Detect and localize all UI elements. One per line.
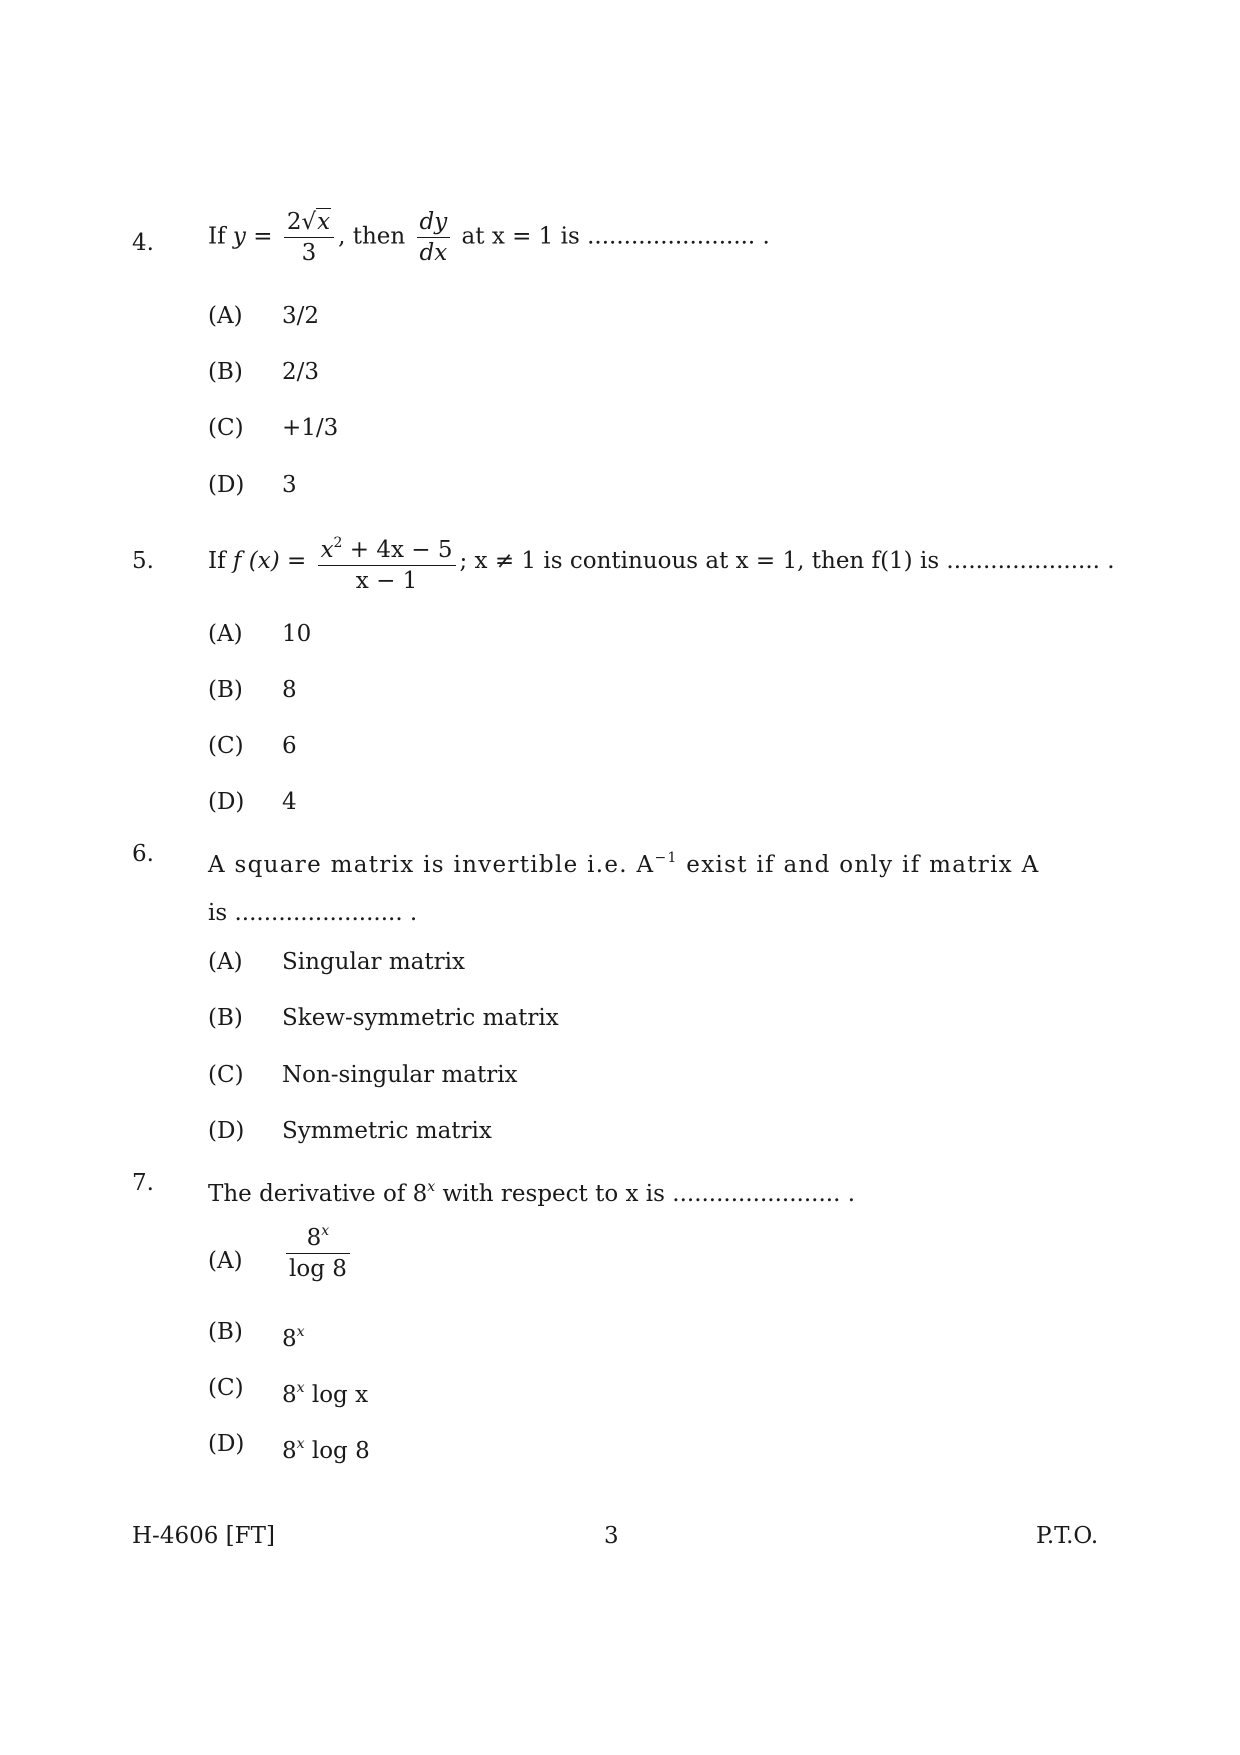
option-value: Singular matrix xyxy=(282,949,465,975)
option-label: (C) xyxy=(208,733,244,759)
q4-tail: at x = 1 is ....................... . xyxy=(461,223,770,250)
q7c-exp: x xyxy=(296,1380,305,1396)
option-value: 10 xyxy=(282,621,312,647)
option-value: +1/3 xyxy=(282,415,339,441)
question-7-text xyxy=(208,1170,855,1211)
option-label: (B) xyxy=(208,1319,243,1345)
q7c-base: 8 xyxy=(282,1382,297,1408)
q5-tail: ; x ≠ 1 is continuous at x = 1, then f(1) is ..................... . xyxy=(459,548,1115,574)
option-label: (C) xyxy=(208,1062,244,1088)
question-number: 4. xyxy=(132,230,154,256)
option-value: 2/3 xyxy=(282,359,320,385)
q6-line-1 xyxy=(208,841,1112,882)
option-value: 8 xyxy=(282,677,297,703)
q4-dx: dx xyxy=(419,240,448,266)
option-value xyxy=(282,1371,368,1412)
q7b-base: 8 xyxy=(282,1326,297,1352)
q5-num-x: x xyxy=(320,537,334,563)
q7-text-sup: x xyxy=(427,1179,436,1195)
option-value: Symmetric matrix xyxy=(282,1118,492,1144)
q7b-exp: x xyxy=(296,1324,305,1340)
q7a-fraction xyxy=(286,1216,350,1284)
option-label: (B) xyxy=(208,359,243,385)
q7a-base: 8 xyxy=(306,1225,322,1251)
q7-text-a: The derivative of 8 xyxy=(208,1181,428,1207)
option-value: 6 xyxy=(282,733,297,759)
option-value xyxy=(282,1315,305,1356)
option-label: (A) xyxy=(208,949,243,975)
q5-num-rest: + 4x − 5 xyxy=(342,537,453,563)
option-value: Non-singular matrix xyxy=(282,1062,518,1088)
q7d-base: 8 xyxy=(282,1438,297,1464)
option-label: (C) xyxy=(208,415,244,441)
q4-fraction-y: $\frac{2√x}{3}$ xyxy=(284,207,334,268)
option-label: (C) xyxy=(208,1375,244,1401)
q7a-den: log 8 xyxy=(289,1256,347,1282)
q4-dy: dy xyxy=(417,207,451,238)
q5-num-exp: 2 xyxy=(333,535,343,551)
option-value xyxy=(282,1427,370,1468)
q7c-rest: log x xyxy=(304,1382,369,1408)
page-number: 3 xyxy=(604,1523,619,1549)
option-value: 3/2 xyxy=(282,303,320,329)
q7d-exp: x xyxy=(296,1436,305,1452)
option-label: (A) xyxy=(208,621,243,647)
question-4-text xyxy=(208,207,770,268)
option-label: (D) xyxy=(208,472,245,498)
option-label: (A) xyxy=(208,303,243,329)
q6-inverse-sup: −1 xyxy=(654,850,678,866)
q6-line-2: is ....................... . xyxy=(208,900,418,926)
option-value xyxy=(282,1216,354,1284)
q5-if: If xyxy=(208,548,226,574)
question-number: 6. xyxy=(132,841,154,867)
q4-y-eq: y = xyxy=(232,223,273,250)
option-label: (D) xyxy=(208,1118,245,1144)
question-5-text xyxy=(208,528,1115,596)
question-number: 5. xyxy=(132,548,154,574)
q5-fraction xyxy=(318,528,456,596)
option-label: (A) xyxy=(208,1248,243,1274)
question-number: 7. xyxy=(132,1170,154,1196)
q5-fx: f (x) = xyxy=(232,548,307,574)
option-value: Skew-symmetric matrix xyxy=(282,1005,559,1031)
option-label: (D) xyxy=(208,1431,245,1457)
q4-if: If xyxy=(208,223,226,250)
q4-frac-den: 3 xyxy=(301,240,317,266)
pto-label: P.T.O. xyxy=(1036,1523,1099,1549)
q7d-rest: log 8 xyxy=(304,1438,370,1464)
paper-code: H-4606 [FT] xyxy=(132,1523,275,1549)
q7a-exp: x xyxy=(321,1223,330,1239)
option-label: (B) xyxy=(208,1005,243,1031)
option-label: (D) xyxy=(208,789,245,815)
option-label: (B) xyxy=(208,677,243,703)
q6-line1-b: exist if and only if matrix A xyxy=(677,852,1040,878)
q6-line1-a: A square matrix is invertible i.e. A xyxy=(208,852,655,878)
q4-frac-radicand: x xyxy=(317,209,331,235)
q4-frac-coef: 2 xyxy=(286,209,302,235)
question-6-text xyxy=(208,841,1112,930)
q4-then: , then xyxy=(338,223,406,250)
option-value: 3 xyxy=(282,472,297,498)
q7-text-b: with respect to x is ....................... . xyxy=(435,1181,856,1207)
option-value: 4 xyxy=(282,789,297,815)
q5-den: x − 1 xyxy=(355,568,418,594)
q4-fraction-dydx xyxy=(417,207,451,268)
